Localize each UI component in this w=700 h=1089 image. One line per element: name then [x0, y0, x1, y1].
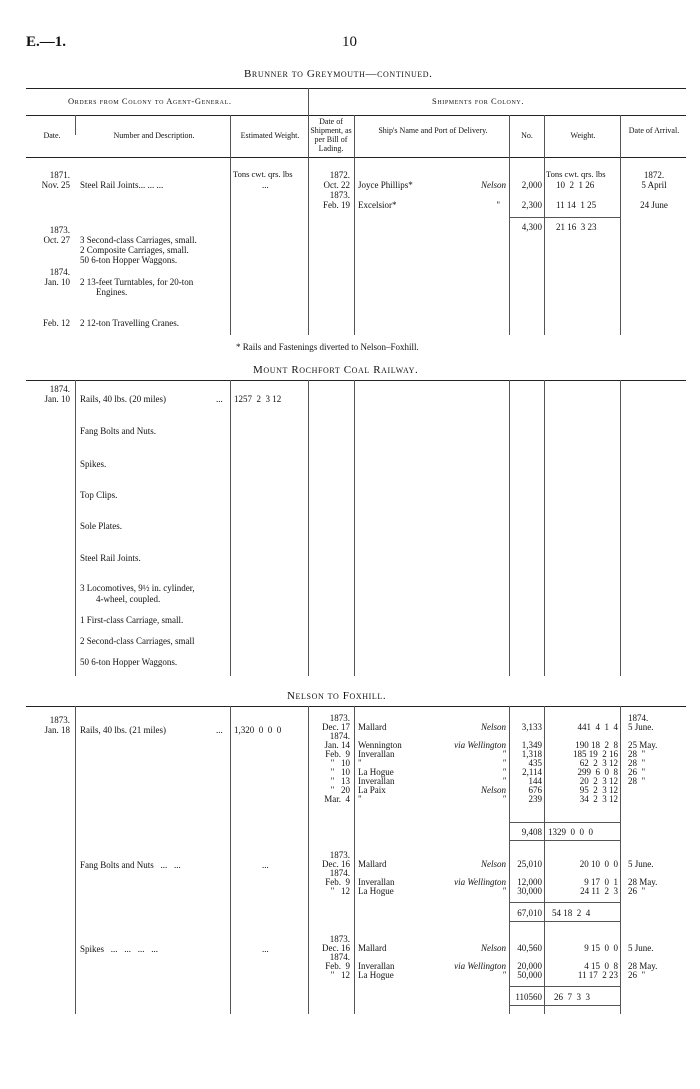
ship-port-cell: Nelson: [480, 859, 506, 869]
ship-name-cell: Inverallan: [358, 776, 395, 786]
ship-port-cell: ": [502, 767, 506, 777]
ship-weight-cell: 20 10 0 0: [579, 859, 618, 869]
ship-weight-cell: 4 15 0 8: [584, 961, 618, 971]
mount-hopper: 50 6-ton Hopper Waggons.: [80, 657, 178, 667]
rule-top: [26, 88, 686, 89]
ship-port-cell: via Wellington: [454, 877, 506, 887]
weight-1: 10 2 1 26: [556, 180, 595, 190]
ship-date-cell: " 13: [330, 776, 350, 786]
ship-year-1873: 1873.: [329, 190, 350, 200]
mount-loco: 3 Locomotives, 9½ in. cylinder,: [80, 583, 195, 593]
ship-date-cell: 1874.: [329, 868, 350, 878]
mount-rails: Rails, 40 lbs. (20 miles): [80, 394, 166, 404]
ship-name-cell: [358, 713, 402, 722]
fang-est-dots: ...: [262, 860, 269, 870]
order-oct27-3: 50 6-ton Hopper Waggons.: [80, 255, 178, 265]
rails-arrivals: [628, 713, 684, 803]
units-estimated: Tons cwt. qrs. lbs: [233, 169, 293, 179]
mount-date: Jan. 10: [44, 394, 70, 404]
vline: [354, 115, 355, 335]
ship-number-cell: 2,114: [522, 767, 542, 777]
arrival-cell: [628, 785, 684, 794]
ship-date-cell: " 12: [330, 886, 350, 896]
ship-number-cell: [510, 850, 542, 859]
est-dots: ...: [262, 180, 269, 190]
rule-mount: [26, 380, 686, 381]
ship-date-cell: " 10: [330, 758, 350, 768]
ship-weight-cell: 9 15 0 0: [584, 943, 618, 953]
spikes-ship-names: [358, 934, 394, 979]
col-number-description: Number and Description.: [113, 131, 195, 140]
arrival-cell: 5 June.: [628, 943, 654, 953]
ship-port-cell: ": [502, 776, 506, 786]
ship-number-cell: [510, 731, 542, 740]
ship-port-cell: Nelson: [480, 785, 506, 795]
nelson-year: 1873.: [49, 715, 70, 725]
ship-weight-cell: 24 11 2 3: [580, 886, 618, 896]
spikes-ship-weights: [548, 934, 618, 979]
ship-port-cell: [420, 934, 506, 943]
vline: [230, 115, 231, 335]
ship-date-cell: 1874.: [329, 731, 350, 741]
order-turntables: 2 13-feet Turntables, for 20-ton: [80, 277, 194, 287]
arrival-5-april: 5 April: [641, 180, 667, 190]
spikes-arrivals: [628, 934, 684, 979]
mount-rails-dots: ...: [216, 394, 223, 404]
mount-item-spikes: Spikes.: [80, 459, 107, 469]
ship-weight-cell: 34 2 3 12: [579, 794, 618, 804]
ship-year-1872: 1872.: [329, 170, 350, 180]
mount-est: 1257 2 3 12: [234, 394, 282, 404]
arrival-cell: [628, 850, 684, 859]
col-number: No.: [521, 131, 533, 140]
order-oct27-1: 3 Second-class Carriages, small.: [80, 235, 197, 245]
ship-weight-cell: [548, 850, 618, 859]
no-2300: 2,300: [521, 200, 542, 210]
ship-number-cell: [510, 934, 542, 943]
arrival-year-1872: 1872.: [643, 170, 665, 180]
ship-name-cell: [358, 868, 394, 877]
fang-ship-numbers: [510, 850, 542, 895]
ship-joyce-phillips: Joyce Phillips*: [358, 180, 413, 190]
ship-name-cell: Mallard: [358, 943, 387, 953]
arrival-cell: 5 June.: [628, 722, 654, 732]
arrival-cell: 28 ": [628, 749, 646, 759]
ship-date-cell: 1874.: [329, 952, 350, 962]
arrival-cell: [628, 794, 684, 803]
weight-2: 11 14 1 25: [556, 200, 597, 210]
group-orders: Orders from Colony to Agent-General.: [68, 96, 232, 106]
nelson-rails: Rails, 40 lbs. (21 miles): [80, 725, 166, 735]
arrival-24-june: 24 June: [640, 200, 668, 210]
ship-number-cell: 12,000: [517, 877, 542, 887]
nelson-rails-dots: ...: [216, 725, 223, 735]
col-estimated-weight: Estimated Weight.: [240, 131, 300, 140]
ship-weight-cell: 62 2 3 12: [579, 758, 618, 768]
arrival-cell: 28 May.: [628, 877, 658, 887]
ship-port-cell: [420, 868, 506, 877]
ship-number-cell: 676: [528, 785, 542, 795]
footnote: * Rails and Fastenings diverted to Nelson–Foxhill.: [236, 342, 419, 352]
ship-port-cell: [420, 952, 506, 961]
year-1874: 1874.: [49, 267, 70, 277]
ship-name-cell: Mallard: [358, 859, 387, 869]
ship-port-cell: ": [502, 794, 506, 804]
arrival-cell: 26 ": [628, 767, 646, 777]
ship-name-cell: ": [358, 758, 362, 768]
ship-number-cell: [510, 868, 542, 877]
rails-ship-dates: [310, 713, 350, 803]
year-1873: 1873.: [49, 225, 70, 235]
arrival-cell: 26 ": [628, 886, 646, 896]
ship-port-cell: ": [502, 749, 506, 759]
arrival-cell: [628, 934, 684, 943]
rails-total-weight: 1329 0 0 0: [548, 827, 593, 837]
mount-item-top-clips: Top Clips.: [80, 490, 118, 500]
fang-total-no: 67,010: [517, 908, 542, 918]
col-date-shipment: Date of Shipment, as per Bill of Lading.: [310, 117, 352, 153]
ship-weight-cell: [548, 713, 618, 722]
col-date-arrival: Date of Arrival.: [628, 126, 680, 135]
no-2000: 2,000: [521, 180, 542, 190]
ship-weight-cell: [548, 868, 618, 877]
ship-port-cell: [420, 731, 506, 740]
fang-ship-ports: [420, 850, 506, 895]
section-title-nelson-foxhill: Nelson to Foxhill.: [287, 690, 387, 702]
nelson-date: Jan. 18: [44, 725, 70, 735]
page-number: 10: [342, 34, 357, 50]
ship-name-cell: [358, 952, 394, 961]
nelson-est: 1,320 0 0 0: [234, 725, 282, 735]
fang-label: Fang Bolts and Nuts ... ...: [80, 860, 181, 870]
ship-date-cell: " 20: [330, 785, 350, 795]
ship-name-cell: Inverallan: [358, 877, 395, 887]
ship-name-cell: Wennington: [358, 740, 402, 750]
weight-total: 21 16 3 23: [556, 222, 597, 232]
vline: [544, 115, 545, 335]
ship-date-cell: " 12: [330, 970, 350, 980]
ship-port-cell: Nelson: [480, 722, 506, 732]
rule-group: [26, 115, 686, 116]
mount-second-class: 2 Second-class Carriages, small: [80, 636, 195, 646]
ship-date-cell: Feb. 9: [325, 961, 350, 971]
ship-port-cell: [420, 850, 506, 859]
spikes-label: Spikes ... ... ... ...: [80, 944, 159, 954]
ship-number-cell: 20,000: [517, 961, 542, 971]
rule-colheads: [26, 157, 686, 158]
ship-name-cell: La Hogue: [358, 767, 394, 777]
ship-number-cell: 239: [528, 794, 542, 804]
ship-number-cell: 50,000: [517, 970, 542, 980]
ship-name-cell: La Hogue: [358, 886, 394, 896]
doc-reference: E.—1.: [26, 34, 67, 50]
ship-name-cell: [358, 731, 402, 740]
ship-weight-cell: 9 17 0 1: [584, 877, 618, 887]
ship-date-cell: " 10: [330, 767, 350, 777]
rule-nelson: [26, 706, 686, 707]
order-oct27-2: 2 Composite Carriages, small.: [80, 245, 189, 255]
ship-date-cell: Dec. 17: [322, 722, 350, 732]
ship-name-cell: [358, 934, 394, 943]
arrival-cell: 1874.: [628, 713, 649, 723]
col-ship-name: Ship's Name and Port of Delivery.: [378, 126, 488, 135]
ship-name-cell: Mallard: [358, 722, 387, 732]
ship-weight-cell: 299 6 0 8: [577, 767, 618, 777]
arrival-cell: 28 May.: [628, 961, 658, 971]
ship-name-cell: ": [358, 794, 362, 804]
fang-arrivals: [628, 850, 684, 895]
ship-name-cell: [358, 850, 394, 859]
ship-date-cell: Dec. 16: [322, 859, 350, 869]
ship-name-cell: Inverallan: [358, 961, 395, 971]
ship-weight-cell: 185 19 2 16: [573, 749, 618, 759]
rails-ship-ports: [420, 713, 506, 803]
mount-item-fang: Fang Bolts and Nuts.: [80, 426, 157, 436]
ship-port-cell: ": [502, 970, 506, 980]
ship-port-cell: ": [502, 758, 506, 768]
ship-date-cell: 1873.: [329, 850, 350, 860]
ship-weight-cell: [548, 731, 618, 740]
arrival-cell: [628, 868, 684, 877]
mount-item-steel-joints: Steel Rail Joints.: [80, 553, 141, 563]
date-jan10: Jan. 10: [44, 277, 70, 287]
section-title-brunner: Brunner to Greymouth—continued.: [244, 68, 433, 80]
ship-port-cell: [420, 713, 506, 722]
ship-port-cell: via Wellington: [454, 740, 506, 750]
ship-name-cell: La Paix: [358, 785, 386, 795]
order-steel-rail-joints: Steel Rail Joints... ... ...: [80, 180, 164, 190]
ship-date-cell: 1873.: [329, 934, 350, 944]
group-shipments: Shipments for Colony.: [432, 96, 525, 106]
ship-date-feb19: Feb. 19: [323, 200, 350, 210]
ship-port-cell: ": [502, 886, 506, 896]
ship-number-cell: 40,560: [517, 943, 542, 953]
ship-weight-cell: [548, 952, 618, 961]
arrival-cell: 5 June.: [628, 859, 654, 869]
ship-port-cell: via Wellington: [454, 961, 506, 971]
ship-number-cell: 3,133: [521, 722, 542, 732]
mount-item-sole-plates: Sole Plates.: [80, 521, 122, 531]
section-title-mount-rochfort: Mount Rochfort Coal Railway.: [253, 364, 419, 376]
ship-name-cell: Inverallan: [358, 749, 395, 759]
spikes-total-weight: 26 7 3 3: [554, 992, 590, 1002]
order-turntables-cont: Engines.: [96, 287, 128, 297]
spikes-ship-ports: [420, 934, 506, 979]
ship-number-cell: 25,010: [517, 859, 542, 869]
ship-weight-cell: 11 17 2 23: [577, 970, 618, 980]
port-ditto: ": [496, 200, 500, 210]
mount-year: 1874.: [49, 384, 70, 394]
arrival-cell: 26 ": [628, 970, 646, 980]
ship-weight-cell: [548, 934, 618, 943]
ship-weight-cell: 190 18 2 8: [575, 740, 618, 750]
spikes-total-no: 110560: [515, 992, 542, 1002]
vline: [308, 88, 309, 335]
vline: [620, 115, 621, 335]
ship-weight-cell: 441 4 1 4: [577, 722, 618, 732]
ship-date-cell: 1873.: [329, 713, 350, 723]
ship-date-cell: Dec. 16: [322, 943, 350, 953]
order-cranes: 2 12-ton Travelling Cranes.: [80, 318, 179, 328]
ship-number-cell: 144: [528, 776, 542, 786]
fang-ship-weights: [548, 850, 618, 895]
mount-loco-cont: 4-wheel, coupled.: [96, 594, 161, 604]
ship-name-cell: La Hogue: [358, 970, 394, 980]
arrival-cell: 28 ": [628, 776, 646, 786]
ship-date-oct22: Oct. 22: [323, 180, 350, 190]
date-feb12: Feb. 12: [43, 318, 70, 328]
port-nelson: Nelson: [480, 180, 506, 190]
ship-number-cell: [510, 713, 542, 722]
ship-excelsior: Excelsior*: [358, 200, 397, 210]
rails-total-no: 9,408: [521, 827, 542, 837]
col-weight: Weight.: [570, 131, 596, 140]
ship-number-cell: 1,318: [521, 749, 542, 759]
date-oct27: Oct. 27: [43, 235, 70, 245]
spikes-ship-numbers: [510, 934, 542, 979]
rails-ship-names: [358, 713, 402, 803]
arrival-cell: 25 May.: [628, 740, 658, 750]
rails-ship-weights: [548, 713, 618, 803]
fang-ship-names: [358, 850, 394, 895]
ship-number-cell: 435: [528, 758, 542, 768]
col-date: Date.: [43, 131, 61, 140]
spikes-ship-dates: [310, 934, 350, 979]
fang-ship-dates: [310, 850, 350, 895]
arrival-cell: [628, 731, 684, 740]
spikes-est-dots: ...: [262, 944, 269, 954]
mount-first-class: 1 First-class Carriage, small.: [80, 615, 184, 625]
fang-total-weight: 54 18 2 4: [552, 908, 591, 918]
units-weight: Tons cwt. qrs. lbs: [546, 169, 606, 179]
ship-number-cell: 30,000: [517, 886, 542, 896]
ship-date-cell: Mar. 4: [324, 794, 350, 804]
ship-number-cell: 1,349: [521, 740, 542, 750]
ship-date-cell: Feb. 9: [325, 749, 350, 759]
arrival-cell: [628, 952, 684, 961]
arrival-cell: 28 ": [628, 758, 646, 768]
ship-port-cell: Nelson: [480, 943, 506, 953]
ship-date-cell: Jan. 14: [324, 740, 350, 750]
rails-ship-numbers: [510, 713, 542, 803]
no-total: 4,300: [521, 222, 542, 232]
ship-weight-cell: 95 2 3 12: [579, 785, 618, 795]
ship-weight-cell: 20 2 3 12: [579, 776, 618, 786]
date-nov25: Nov. 25: [41, 180, 70, 190]
ship-date-cell: Feb. 9: [325, 877, 350, 887]
ship-number-cell: [510, 952, 542, 961]
year-1871: 1871.: [49, 170, 70, 180]
